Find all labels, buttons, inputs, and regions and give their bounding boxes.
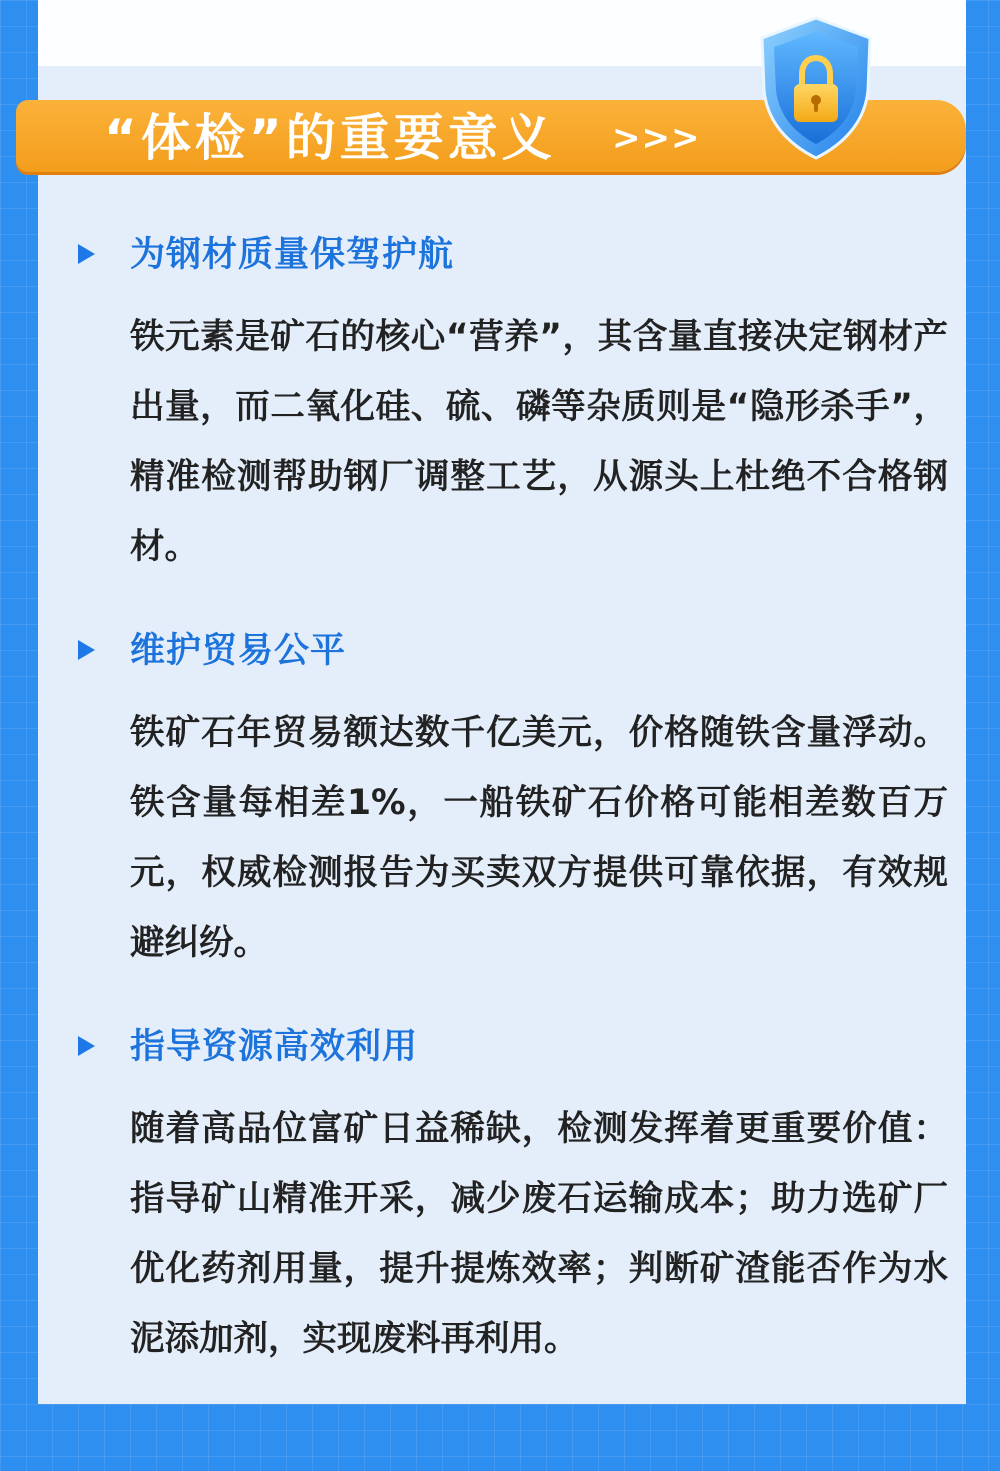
- section-body: 铁元素是矿石的核心“营养”，其含量直接决定钢材产出量，而二氧化硅、硫、磷等杂质则是“隐形杀手”，精准检测帮助钢厂调整工艺，从源头上杜绝不合格钢材。: [130, 317, 948, 567]
- shield-lock-icon: [752, 12, 880, 162]
- section-trade-fairness: [78, 628, 958, 978]
- chevrons-icon: >>>: [612, 118, 701, 158]
- triangle-bullet-icon: [78, 640, 95, 660]
- section-title: 维护贸易公平: [130, 631, 347, 671]
- section-title: 为钢材质量保驾护航: [130, 235, 455, 275]
- section-body: 铁矿石年贸易额达数千亿美元，价格随铁含量浮动。铁含量每相差1%，一船铁矿石价格可能相差数百万元，权威检测报告为买卖双方提供可靠依据，有效规避纠纷。: [130, 713, 948, 963]
- section-steel-quality: [78, 232, 958, 582]
- section-body: 随着高品位富矿日益稀缺，检测发挥着更重要价值：指导矿山精准开采，减少废石运输成本；助力选矿厂优化药剂用量，提升提炼效率；判断矿渣能否作为水泥添加剂，实现废料再利用。: [130, 1109, 948, 1359]
- section-resource-use: [78, 1024, 958, 1374]
- section-title: 指导资源高效利用: [130, 1027, 419, 1067]
- triangle-bullet-icon: [78, 1036, 95, 1056]
- page-title: “体检”的重要意义: [104, 109, 556, 167]
- triangle-bullet-icon: [78, 244, 95, 264]
